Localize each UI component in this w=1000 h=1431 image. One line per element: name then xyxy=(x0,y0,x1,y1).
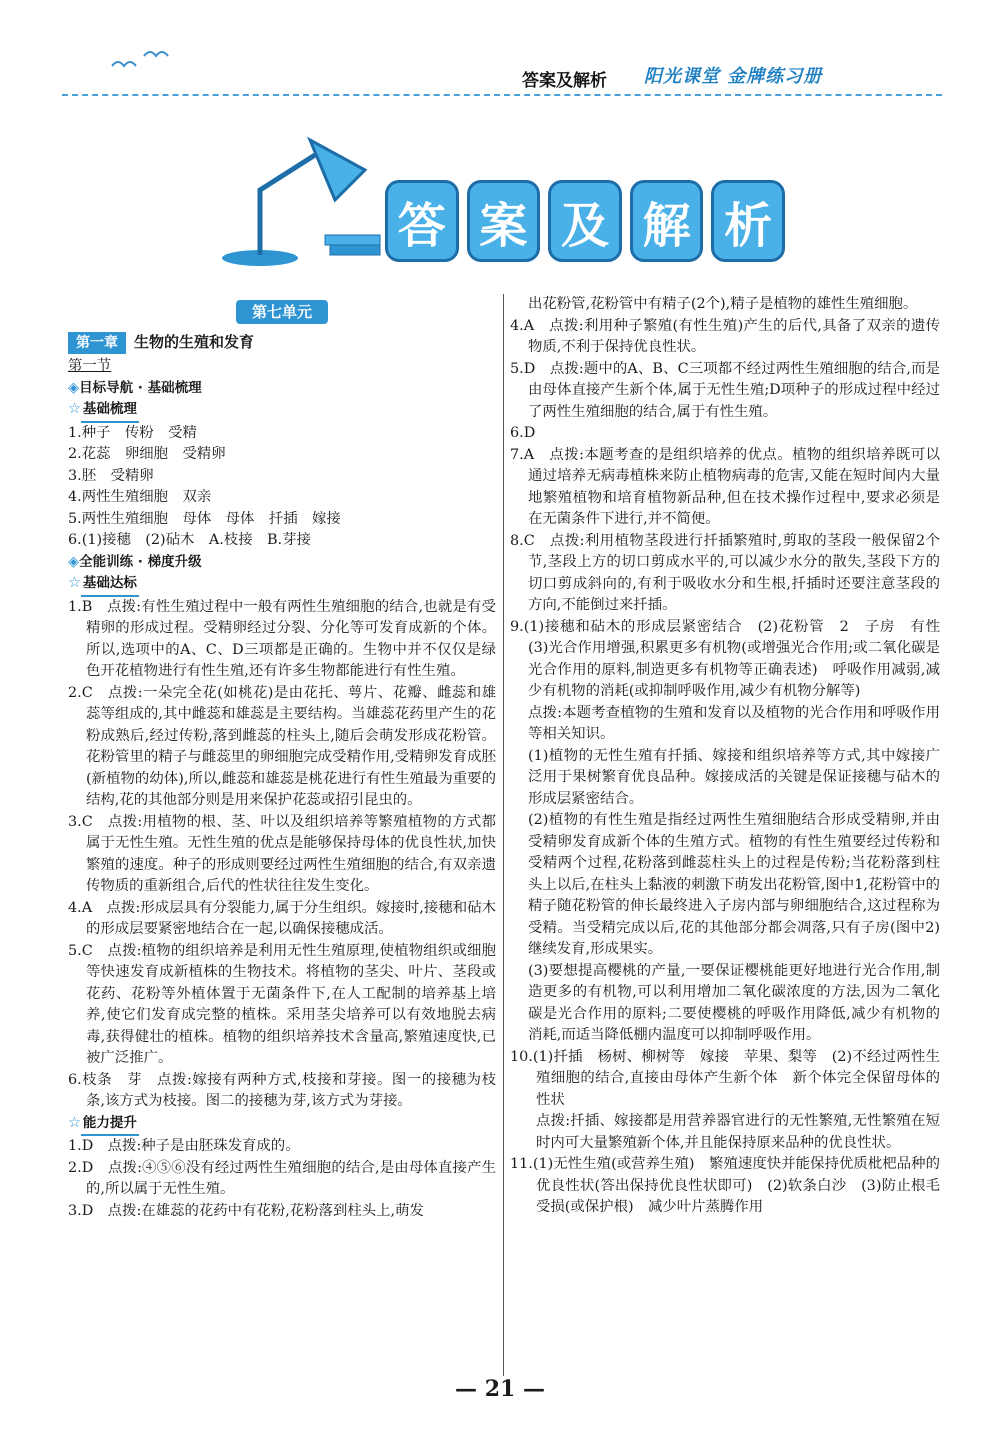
header-brand: 阳光课堂 金牌练习册 xyxy=(644,66,823,87)
star-icon: ☆ xyxy=(68,1114,81,1131)
goal-heading: ◈目标导航 · 基础梳理 xyxy=(68,379,202,396)
answer-item: 10.(1)扦插 杨树、柳树等 嫁接 苹果、梨等 (2)不经过两性生殖细胞的结合,直接由母体产生新个体 新个体完全保留母体的性状 xyxy=(510,1048,940,1108)
desk-lamp-icon xyxy=(215,130,395,270)
answer-item: 5.D 点拨:题中的A、B、C三项都不经过两性生殖细胞的结合,而是由母体直接产生新个体,属于无性生殖;D项种子的形成过程中经过了两性生殖细胞的结合,属于有性生殖。 xyxy=(510,360,940,420)
continued-text: 出花粉管,花粉管中有精子(2个),精子是植物的雄性生殖细胞。 xyxy=(528,296,918,312)
birds-decoration-icon xyxy=(110,46,170,81)
star-icon: ☆ xyxy=(68,575,81,591)
banner-char: 析 xyxy=(711,180,785,262)
chapter-heading xyxy=(68,332,496,354)
banner-char: 案 xyxy=(467,180,541,262)
list-item: 6.(1)接穗 (2)砧木 A.枝接 B.芽接 xyxy=(68,532,311,548)
right-column xyxy=(510,294,955,1219)
answer-item: 4.A 点拨:利用种子繁殖(有性生殖)产生的后代,具备了双亲的遗传物质,不利于保持优良性状。 xyxy=(510,317,940,355)
banner-char: 解 xyxy=(630,180,704,262)
note-paragraph: (3)要想提高樱桃的产量,一要保证樱桃能更好地进行光合作用,制造更多的有机物,可以利用增加二氧化碳浓度的方法,因为二氧化碳是光合作用的原料;二要使樱桃的呼吸作用降低,减少有机物的消耗,而适当降低棚内温度可以抑制呼吸作用。 xyxy=(528,962,940,1043)
note-paragraph: 点拨:本题考查植物的生殖和发育以及植物的光合作用和呼吸作用等相关知识。 xyxy=(528,704,940,742)
flag-icon: ◈ xyxy=(68,553,80,570)
list-item: 1.种子 传粉 受精 xyxy=(68,424,197,441)
answer-item: 9.(1)接穗和砧木的形成层紧密结合 (2)花粉管 2 子房 有性 (3)光合作用增强,积累更多有机物(或增强光合作用;或二氧化碳是光合作用的原料,制造更多有机物等正确表述) 呼吸作用减弱,减少有机物的消耗(或抑制呼吸作用,减少有机物分解等) xyxy=(510,618,955,699)
list-item: 4.两性生殖细胞 双亲 xyxy=(68,489,212,505)
flag-icon: ◈ xyxy=(68,379,80,396)
note-paragraph: (2)植物的有性生殖是指经过两性生殖细胞结合形成受精卵,并由受精卵发育成新个体的生殖方式。植物的有性生殖要经过传粉和受精两个过程,花粉落到雌蕊柱头上的过程是传粉;当花粉落到柱头上以后,在柱头上黏液的刺激下萌发出花粉管,图中1,花粉管中的精子随花粉管的伸长最终进入子房内部与卵细胞结合,这过程称为受精。当受精完成以后,花的其他部分都会凋落,只有子房(图中2)继续发育,形成果实。 xyxy=(528,812,940,957)
list-item: 3.胚 受精卵 xyxy=(68,467,154,484)
answer-item: 3.C 点拨:用植物的根、茎、叶以及组织培养等繁殖植物的方式都属于无性生殖。无性生殖的优点是能够保持母体的优良性状,加快繁殖的速度。种子的形成则要经过两性生殖细胞的结合,有双亲遗传物质的重新组合,后代的性状往往发生变化。 xyxy=(68,813,496,894)
page-header xyxy=(62,60,942,102)
answer-item: 1.B 点拨:有性生殖过程中一般有两性生殖细胞的结合,也就是有受精卵的形成过程。受精卵经过分裂、分化等可发育成新的个体。所以,选项中的A、C、D三项都是正确的。生物中并不仅仅是绿色开花植物进行有性生殖,还有许多生物都能进行有性生殖。 xyxy=(68,598,496,679)
reach-heading: ☆ 基础达标 xyxy=(68,573,496,597)
title-banner xyxy=(215,130,785,280)
note-paragraph: (1)植物的无性生殖有扦插、嫁接和组织培养等方式,其中嫁接广泛用于果树繁育优良品种。嫁接成活的关键是保证接穗与砧木的形成层紧密结合。 xyxy=(528,747,940,807)
chapter-title: 生物的生殖和发育 xyxy=(134,333,255,352)
answer-item: 8.C 点拨:利用植物茎段进行扦插繁殖时,剪取的茎段一般保留2个节,茎段上方的切口剪成水平的,可以减少水分的散失,茎段下方的切口剪成斜向的,有利于吸收水分和生根,扦插时还要注意茎段的方向,不能倒过来扦插。 xyxy=(510,532,940,613)
column-divider xyxy=(503,294,504,1376)
answer-item: 7.A 点拨:本题考查的是组织培养的优点。植物的组织培养既可以通过培养无病毒植株来防止植物病毒的危害,又能在短时间内大量地繁殖植物和培育植物新品种,但在技术操作过程中,要求必须是在无菌条件下进行,并不简便。 xyxy=(510,446,940,527)
star-icon: ☆ xyxy=(68,401,81,417)
chapter-tag: 第一章 xyxy=(68,332,126,354)
left-column xyxy=(68,294,496,1222)
list-item: 2.花蕊 卵细胞 受精卵 xyxy=(68,446,226,462)
answer-item: 6.枝条 芽 点拨:嫁接有两种方式,枝接和芽接。图一的接穗为枝条,该方式为枝接。图二的接穗为芽,该方式为芽接。 xyxy=(68,1071,496,1109)
improve-heading: ☆ 能力提升 xyxy=(68,1113,496,1137)
answer-item: 2.D 点拨:④⑤⑥没有经过两性生殖细胞的结合,是由母体直接产生的,所以属于无性生殖。 xyxy=(68,1159,496,1197)
answer-item: 3.D 点拨:在雄蕊的花药中有花粉,花粉落到柱头上,萌发 xyxy=(68,1202,424,1219)
header-rule xyxy=(62,94,942,102)
answer-item: 6.D xyxy=(510,425,536,441)
note-paragraph: 点拨:扦插、嫁接都是用营养器官进行的无性繁殖,无性繁殖在短时内可大量繁殖新个体,并且能保持原来品种的优良性状。 xyxy=(536,1113,940,1151)
banner-title xyxy=(385,180,785,258)
answer-item: 2.C 点拨:一朵完全花(如桃花)是由花托、萼片、花瓣、雌蕊和雄蕊等组成的,其中雌蕊和雄蕊是主要结构。当雄蕊花药里产生的花粉成熟后,经过传粉,落到雌蕊的柱头上,随后会萌发形成花粉管。花粉管里的精子与雌蕊里的卵细胞完成受精作用,受精卵发育成胚(新植物的幼体),所以,雌蕊和雄蕊是桃花进行有性生殖最为重要的结构,花的其他部分则是用来保护花蕊或招引昆虫的。 xyxy=(68,684,496,808)
header-title: 答案及解析 xyxy=(522,71,607,91)
unit-label: 第七单元 xyxy=(236,300,328,324)
answer-item: 5.C 点拨:植物的组织培养是利用无性生殖原理,使植物组织或细胞等快速发育成新植株的生物技术。将植物的茎尖、叶片、茎段或花药、花粉等外植体置于无菌条件下,在人工配制的培养基上培养,使它们发育成完整的植株。采用茎尖培养可以有效地脱去病毒,获得健壮的植株。植物的组织培养技术含量高,繁殖速度快,已被广泛推广。 xyxy=(68,942,496,1066)
page-number: — 21 — xyxy=(455,1376,545,1402)
train-heading: ◈全能训练 · 梯度升级 xyxy=(68,553,202,570)
basic-heading: ☆ 基础梳理 xyxy=(68,399,496,423)
section-title: 第一节 xyxy=(68,358,112,374)
answer-item: 11.(1)无性生殖(或营养生殖) 繁殖速度快并能保持优质枇杷品种的优良性状(答出保持优良性状即可) (2)软条白沙 (3)防止根毛受损(或保护根) 减少叶片蒸腾作用 xyxy=(510,1156,940,1215)
banner-char: 答 xyxy=(385,180,459,262)
answer-item: 4.A 点拨:形成层具有分裂能力,属于分生组织。嫁接时,接穗和砧木的形成层要紧密地结合在一起,以确保接穗成活。 xyxy=(68,899,496,937)
list-item: 5.两性生殖细胞 母体 母体 扦插 嫁接 xyxy=(68,510,341,527)
banner-char: 及 xyxy=(548,180,622,262)
answer-item: 1.D 点拨:种子是由胚珠发育成的。 xyxy=(68,1138,300,1154)
